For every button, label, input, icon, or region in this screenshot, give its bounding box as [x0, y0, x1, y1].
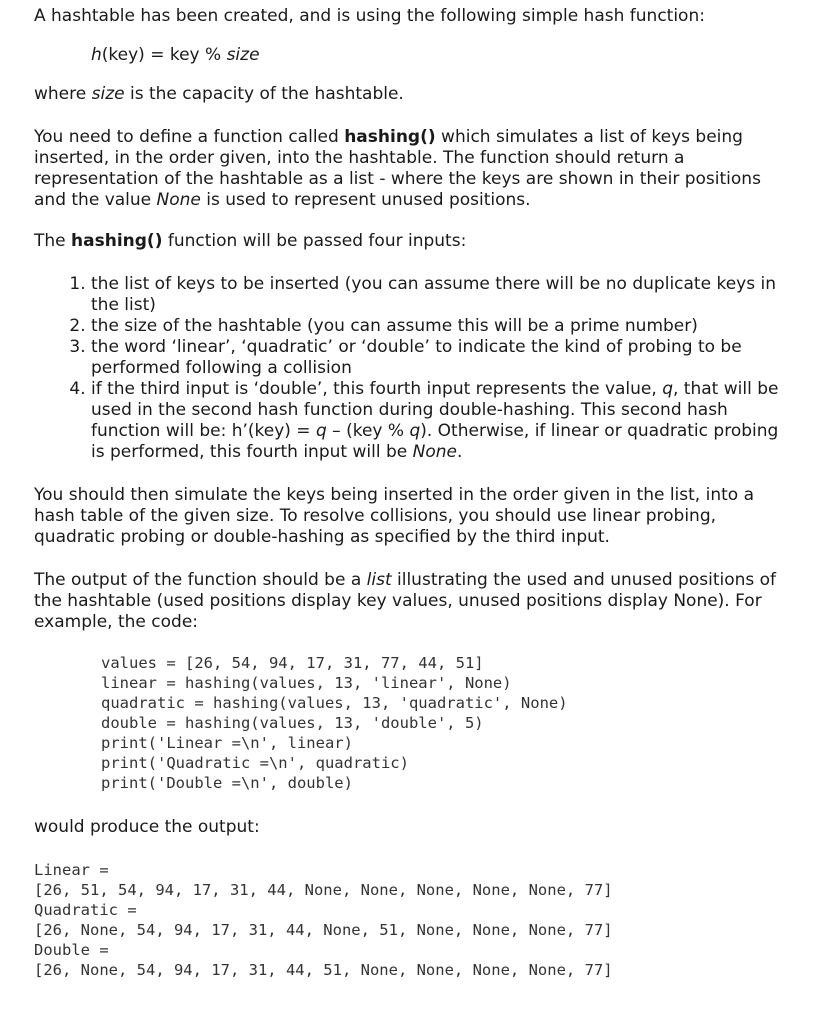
- example-code-block: [101, 653, 780, 793]
- inputs-list-item-2: [91, 316, 780, 337]
- output-line-3: Quadratic =: [34, 901, 137, 919]
- where-paragraph: [34, 84, 780, 105]
- code-line-2: linear = hashing(values, 13, 'linear', None): [101, 674, 512, 692]
- code-line-6: print('Quadratic =\n', quadratic): [101, 754, 409, 772]
- inputs-item-1-text: the list of keys to be inserted (you can assume there will be no duplicate keys in the list): [91, 274, 776, 315]
- passed-before: The: [34, 231, 72, 251]
- inputs-item-4-d: ). Otherwise, if linear or quadratic probing is performed, this fourth input will be: [91, 421, 779, 462]
- inputs-item-4-c: – (key %: [326, 421, 410, 441]
- code-line-7: print('Double =\n', double): [101, 774, 353, 792]
- produce-paragraph: [34, 817, 780, 838]
- where-size: size: [91, 84, 125, 104]
- inputs-item-3-text: the word ‘linear’, ‘quadratic’ or ‘double’ to indicate the kind of probing to be performed following a collision: [91, 337, 742, 378]
- formula-h: h: [91, 45, 102, 65]
- example-output-block: [34, 860, 780, 980]
- inputs-item-2-text: the size of the hashtable (you can assume this will be a prime number): [91, 316, 698, 336]
- need-before: You need to define a function called: [34, 127, 345, 147]
- output-desc-list: list: [366, 570, 392, 590]
- inputs-item-4-none: None: [412, 442, 457, 462]
- where-after: is the capacity of the hashtable.: [124, 84, 404, 104]
- simulate-paragraph: [34, 485, 780, 548]
- inputs-item-4-q3: q: [409, 421, 421, 441]
- code-line-4: double = hashing(values, 13, 'double', 5): [101, 714, 484, 732]
- inputs-item-4-a: if the third input is ‘double’, this fourth input represents the value,: [91, 379, 663, 399]
- inputs-list: [34, 274, 780, 463]
- passed-after: function will be passed four inputs:: [162, 231, 467, 251]
- inputs-item-4-b: , that will be used in the second hash function during double-hashing. This second hash function will be: h’(key) =: [91, 379, 779, 441]
- inputs-item-4-q1: q: [662, 379, 673, 399]
- passed-paragraph: [34, 231, 780, 252]
- output-line-1: Linear =: [34, 861, 109, 879]
- output-line-2: [26, 51, 54, 94, 17, 31, 44, None, None, None, None, None, 77]: [34, 881, 613, 899]
- intro-paragraph: [34, 6, 780, 27]
- need-none: None: [156, 190, 201, 210]
- formula-rest: (key) = key %: [101, 45, 227, 65]
- output-line-5: Double =: [34, 941, 109, 959]
- passed-function-name: hashing(): [71, 231, 163, 251]
- formula-size: size: [226, 45, 260, 65]
- code-line-1: values = [26, 54, 94, 17, 31, 77, 44, 51]: [101, 654, 484, 672]
- where-before: where: [34, 84, 92, 104]
- output-line-6: [26, None, 54, 94, 17, 31, 44, 51, None, None, None, None, 77]: [34, 961, 613, 979]
- inputs-list-item-1: [91, 274, 780, 316]
- need-paragraph: [34, 127, 780, 211]
- need-function-name: hashing(): [344, 127, 436, 147]
- output-desc-before: The output of the function should be a: [34, 570, 367, 590]
- inputs-item-4-q2: q: [315, 421, 327, 441]
- need-after: is used to represent unused positions.: [200, 190, 531, 210]
- inputs-list-item-4: [91, 379, 780, 463]
- code-line-3: quadratic = hashing(values, 13, 'quadratic', None): [101, 694, 568, 712]
- output-description-paragraph: [34, 570, 780, 633]
- code-line-5: print('Linear =\n', linear): [101, 734, 353, 752]
- output-desc-after: illustrating the used and unused positions of the hashtable (used positions display key values, unused positions display None). For example, the code:: [34, 570, 777, 632]
- output-line-4: [26, None, 54, 94, 17, 31, 44, None, 51, None, None, None, 77]: [34, 921, 613, 939]
- need-middle: which simulates a list of keys being inserted, in the order given, into the hashtable. The function should return a representation of the hashtable as a list - where the keys are shown in their positions and the value: [34, 127, 761, 210]
- produce-text: would produce the output:: [34, 817, 260, 837]
- intro-text: A hashtable has been created, and is using the following simple hash function:: [34, 6, 705, 26]
- inputs-item-4-e: .: [456, 442, 463, 462]
- inputs-list-item-3: [91, 337, 780, 379]
- hash-formula: [91, 45, 780, 66]
- simulate-text: You should then simulate the keys being inserted in the order given in the list, into a hash table of the given size. To resolve collisions, you should use linear probing, quadratic probing or double-hashing as specified by the third input.: [34, 485, 754, 547]
